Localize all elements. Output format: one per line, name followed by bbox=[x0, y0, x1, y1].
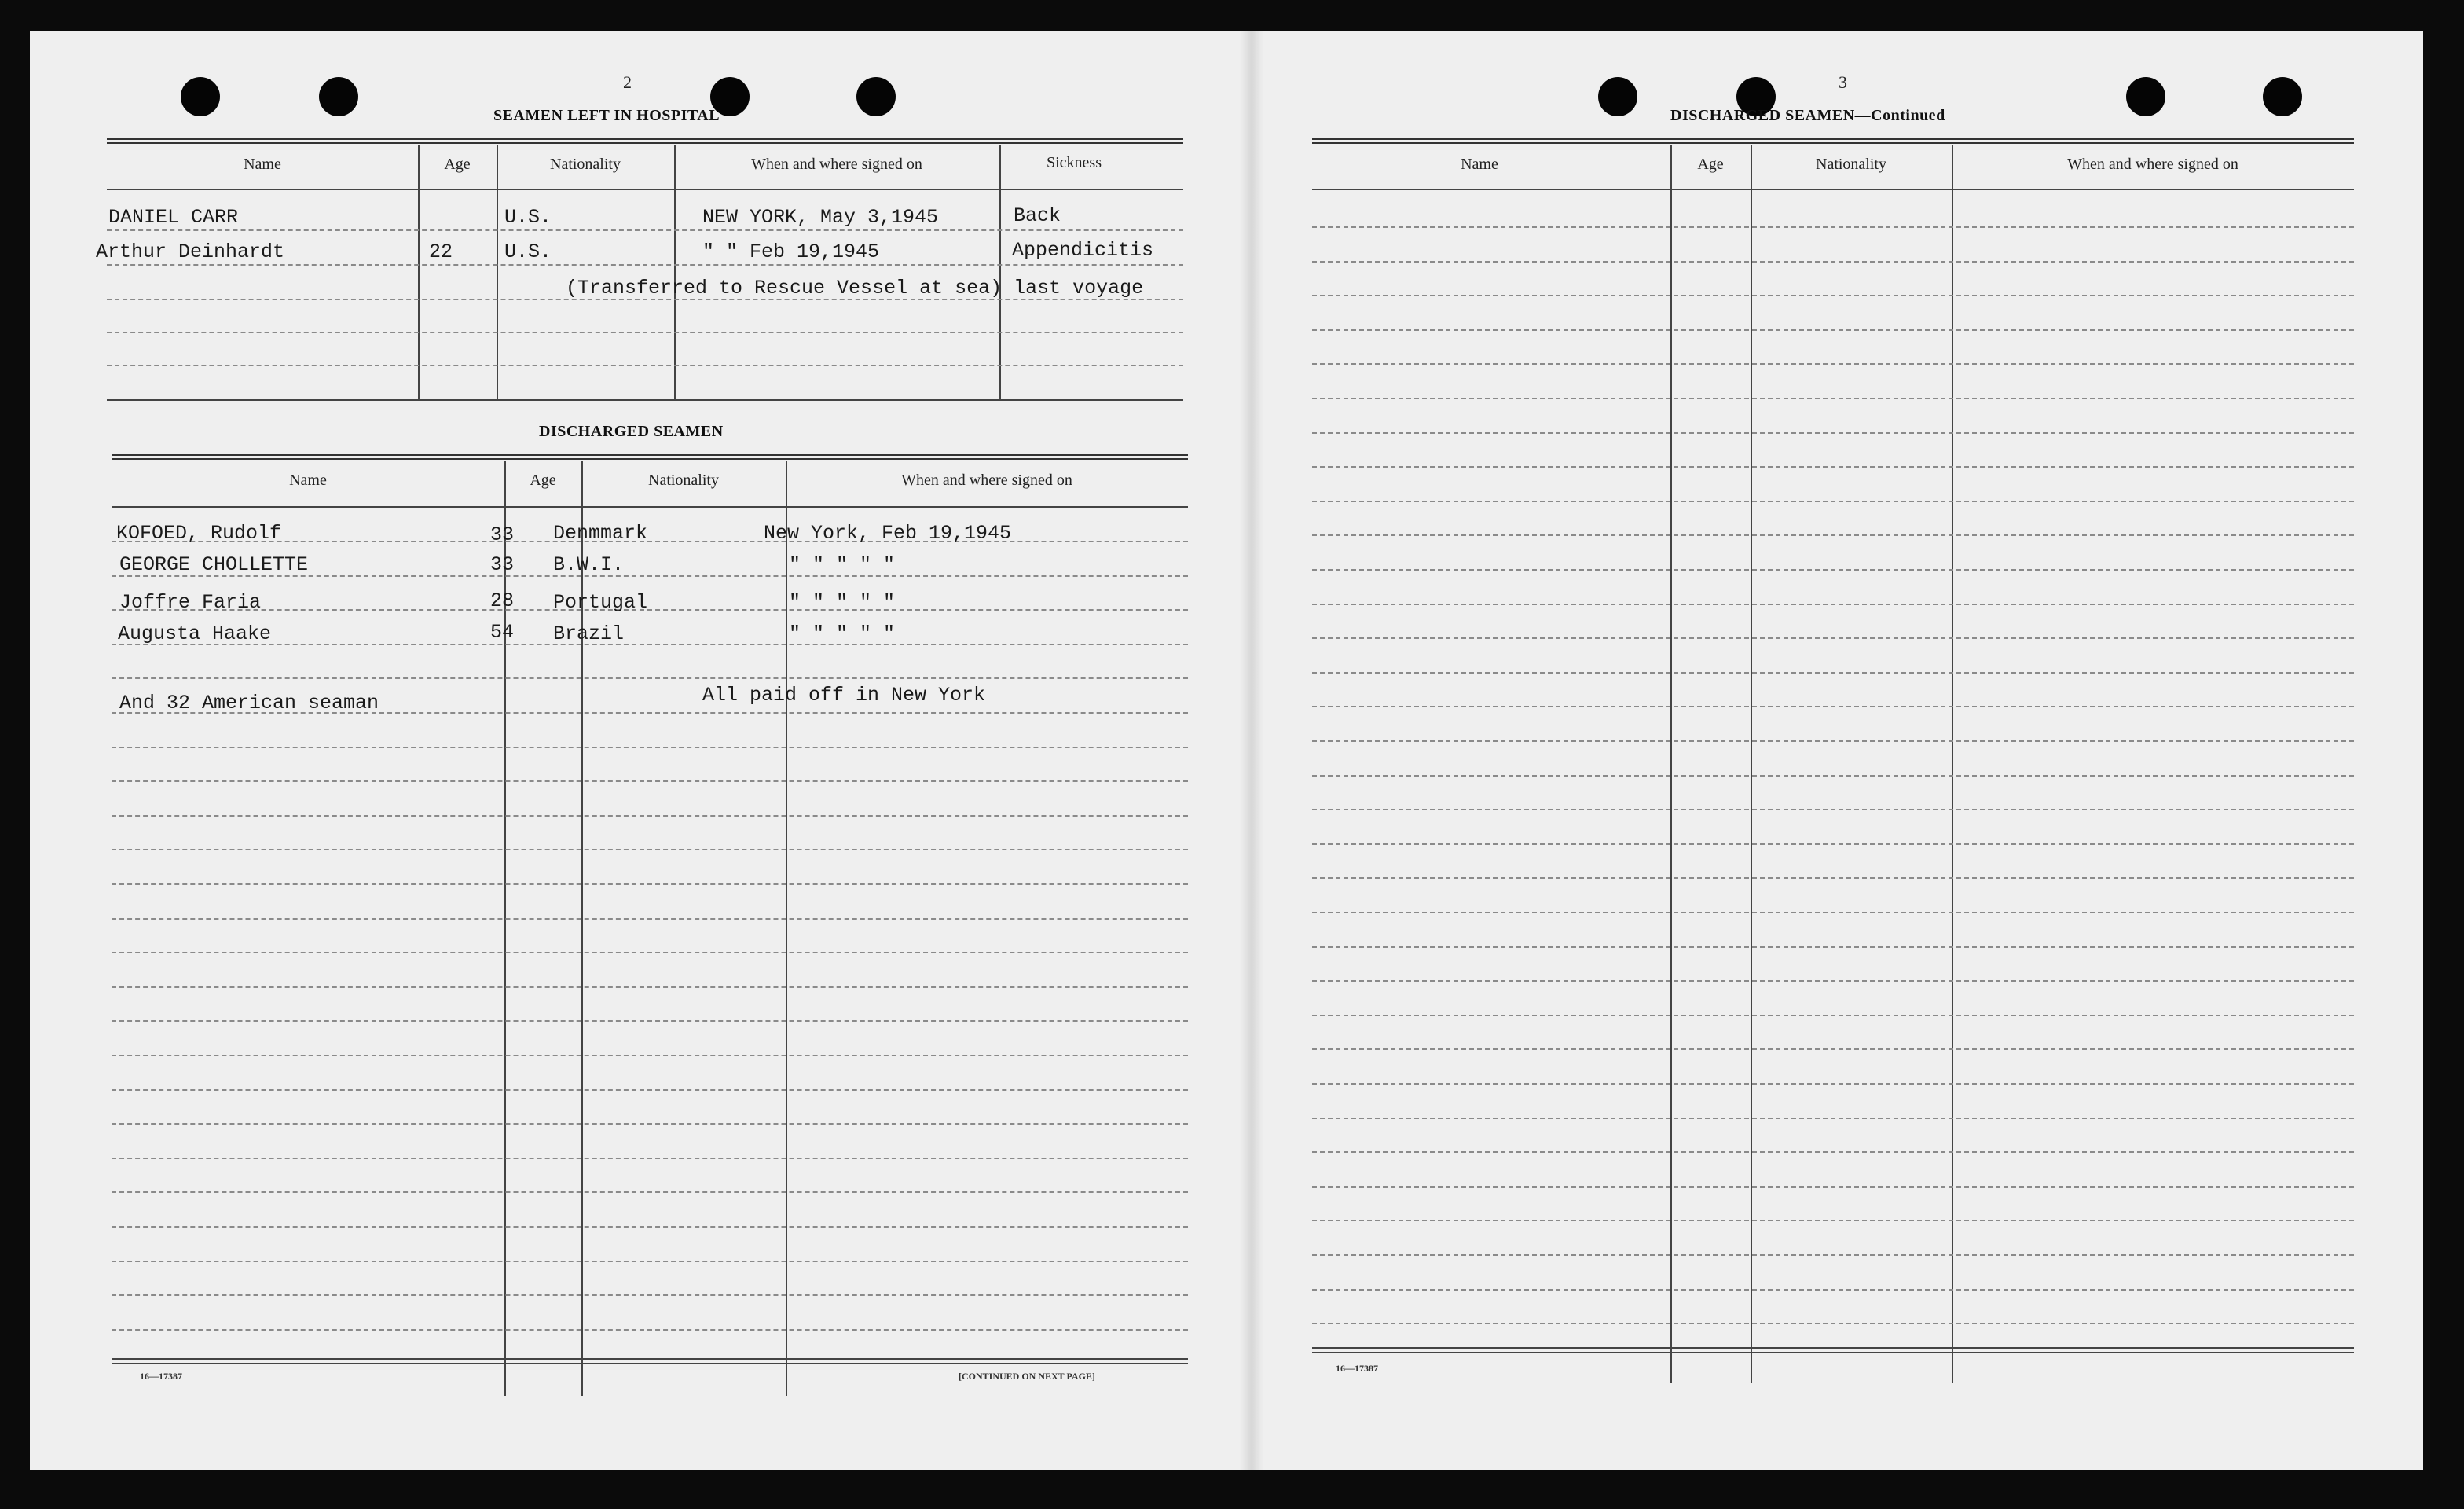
discharged-row-age: 28 bbox=[490, 589, 515, 612]
row-line bbox=[1312, 501, 2354, 502]
row-line bbox=[112, 849, 1188, 850]
row-line bbox=[112, 815, 1188, 817]
discharged-row-signed-on: " " " " " bbox=[789, 553, 896, 576]
row-line bbox=[1312, 672, 2354, 674]
discharged-row-age: 54 bbox=[490, 621, 515, 644]
row-line bbox=[1312, 329, 2354, 331]
table-bottom-rule bbox=[1312, 1347, 2354, 1349]
discharged-row-signed-on: New York, Feb 19,1945 bbox=[764, 522, 1012, 545]
row-line bbox=[1312, 1015, 2354, 1016]
row-line bbox=[107, 332, 1183, 333]
row-line bbox=[1312, 809, 2354, 810]
row-line bbox=[112, 1226, 1188, 1228]
hospital-row-nationality: U.S. bbox=[504, 206, 552, 229]
row-line bbox=[112, 918, 1188, 920]
discharged-row-signed-on: " " " " " bbox=[789, 622, 896, 645]
punch-hole bbox=[1598, 77, 1637, 116]
row-line bbox=[1312, 1323, 2354, 1324]
col-header-name: Name bbox=[289, 472, 327, 489]
header-rule bbox=[1312, 189, 2354, 190]
table-bottom-rule bbox=[107, 399, 1183, 401]
row-line bbox=[107, 229, 1183, 231]
col-header-signed-on: When and where signed on bbox=[901, 472, 1072, 489]
col-header-signed-on: When and where signed on bbox=[2067, 156, 2238, 173]
left-form-number: 16—17387 bbox=[140, 1371, 182, 1382]
row-line bbox=[1312, 363, 2354, 365]
row-line bbox=[1312, 877, 2354, 879]
discharged-row-age: 33 bbox=[490, 553, 515, 576]
hospital-row-sickness: Back bbox=[1014, 204, 1062, 227]
punch-hole bbox=[2126, 77, 2165, 116]
table-bottom-rule bbox=[112, 1358, 1188, 1360]
punch-hole bbox=[181, 77, 220, 116]
discharged-row-nationality: Denmmark bbox=[553, 522, 648, 545]
table-top-rule bbox=[1312, 138, 2354, 144]
row-line bbox=[1312, 1289, 2354, 1291]
right-page-number: 3 bbox=[1839, 72, 1847, 92]
row-line bbox=[1312, 261, 2354, 263]
table-top-rule bbox=[112, 454, 1188, 460]
row-line bbox=[112, 780, 1188, 782]
row-line bbox=[112, 883, 1188, 885]
row-line bbox=[1312, 706, 2354, 707]
row-line bbox=[1312, 432, 2354, 434]
discharged-summary-name: And 32 American seaman bbox=[119, 692, 380, 714]
row-line bbox=[112, 677, 1188, 679]
col-header-nationality: Nationality bbox=[550, 156, 621, 173]
row-line bbox=[1312, 1083, 2354, 1085]
col-header-sickness: Sickness bbox=[1047, 154, 1102, 171]
right-section-title-continued: —Continued bbox=[1854, 107, 1945, 124]
col-header-age: Age bbox=[1697, 156, 1724, 173]
hospital-row-signed-on: NEW YORK, May 3,1945 bbox=[702, 206, 939, 229]
row-line bbox=[1312, 398, 2354, 399]
discharged-row-signed-on: " " " " " bbox=[789, 591, 896, 614]
row-line bbox=[112, 1329, 1188, 1331]
col-header-name: Name bbox=[1461, 156, 1498, 173]
hospital-row-name: Arthur Deinhardt bbox=[96, 240, 285, 263]
discharged-section-title: DISCHARGED SEAMEN bbox=[539, 423, 724, 440]
right-section-title-main: DISCHARGED SEAMEN bbox=[1670, 107, 1855, 124]
row-line bbox=[1312, 569, 2354, 571]
col-header-age: Age bbox=[530, 472, 556, 489]
col-header-nationality: Nationality bbox=[648, 472, 719, 489]
row-line bbox=[112, 1020, 1188, 1022]
row-line bbox=[1312, 466, 2354, 468]
hospital-note: (Transferred to Rescue Vessel at sea) last voyage bbox=[566, 277, 1144, 299]
hospital-section-title: SEAMEN LEFT IN HOSPITAL bbox=[493, 107, 720, 124]
row-line bbox=[1312, 1254, 2354, 1256]
row-line bbox=[1312, 775, 2354, 777]
document-paper bbox=[30, 31, 2423, 1470]
row-line bbox=[112, 952, 1188, 953]
hospital-row-age: 22 bbox=[429, 240, 453, 263]
discharged-row-nationality: Brazil bbox=[553, 622, 625, 645]
row-line bbox=[1312, 637, 2354, 639]
header-rule bbox=[112, 506, 1188, 508]
row-line bbox=[112, 644, 1188, 645]
col-header-signed-on: When and where signed on bbox=[751, 156, 922, 173]
row-line bbox=[1312, 1048, 2354, 1050]
punch-hole bbox=[319, 77, 358, 116]
table-top-rule bbox=[107, 138, 1183, 144]
row-line bbox=[1312, 604, 2354, 605]
row-line bbox=[112, 609, 1188, 611]
row-line bbox=[1312, 1220, 2354, 1221]
row-line bbox=[112, 1055, 1188, 1056]
row-line bbox=[1312, 843, 2354, 845]
col-divider bbox=[786, 461, 787, 1396]
left-page-number: 2 bbox=[623, 72, 632, 92]
discharged-row-name: Augusta Haake bbox=[118, 622, 272, 645]
table-bottom-rule bbox=[112, 1363, 1188, 1364]
discharged-row-name: Joffre Faria bbox=[119, 591, 262, 614]
col-divider bbox=[497, 145, 498, 401]
row-line bbox=[112, 986, 1188, 988]
row-line bbox=[1312, 912, 2354, 913]
row-line bbox=[112, 1089, 1188, 1091]
row-line bbox=[1312, 980, 2354, 982]
row-line bbox=[112, 1123, 1188, 1125]
table-bottom-rule bbox=[1312, 1352, 2354, 1353]
row-line bbox=[112, 1261, 1188, 1262]
continued-note: [CONTINUED ON NEXT PAGE] bbox=[959, 1371, 1095, 1382]
col-header-age: Age bbox=[444, 156, 471, 173]
col-divider bbox=[999, 145, 1001, 401]
row-line bbox=[107, 365, 1183, 366]
row-line bbox=[112, 747, 1188, 748]
discharged-row-name: GEORGE CHOLLETTE bbox=[119, 553, 309, 576]
right-form-number: 16—17387 bbox=[1336, 1363, 1378, 1374]
punch-hole bbox=[856, 77, 896, 116]
discharged-row-nationality: B.W.I. bbox=[553, 553, 625, 576]
discharged-row-name: KOFOED, Rudolf bbox=[116, 522, 282, 545]
discharged-row-nationality: Portugal bbox=[553, 591, 648, 614]
hospital-row-nationality: U.S. bbox=[504, 240, 552, 263]
punch-hole bbox=[2263, 77, 2302, 116]
col-divider bbox=[418, 145, 420, 401]
row-line bbox=[1312, 740, 2354, 742]
row-line bbox=[1312, 295, 2354, 296]
page-fold bbox=[1240, 31, 1263, 1470]
header-rule bbox=[107, 189, 1183, 190]
discharged-row-age: 33 bbox=[490, 523, 515, 546]
col-divider bbox=[674, 145, 676, 401]
row-line bbox=[112, 1191, 1188, 1193]
row-line bbox=[1312, 226, 2354, 228]
hospital-row-sickness: Appendicitis bbox=[1012, 239, 1154, 262]
right-section-title bbox=[1670, 107, 1945, 125]
row-line bbox=[1312, 1186, 2354, 1188]
row-line bbox=[1312, 1118, 2354, 1119]
col-header-name: Name bbox=[244, 156, 281, 173]
hospital-row-signed-on: " " Feb 19,1945 bbox=[702, 240, 880, 263]
hospital-row-name: DANIEL CARR bbox=[108, 206, 239, 229]
discharged-summary-note: All paid off in New York bbox=[702, 684, 986, 707]
row-line bbox=[1312, 1151, 2354, 1153]
col-header-nationality: Nationality bbox=[1816, 156, 1886, 173]
row-line bbox=[112, 1294, 1188, 1296]
row-line bbox=[1312, 946, 2354, 948]
row-line bbox=[1312, 534, 2354, 536]
row-line bbox=[112, 1158, 1188, 1159]
row-line bbox=[107, 264, 1183, 266]
